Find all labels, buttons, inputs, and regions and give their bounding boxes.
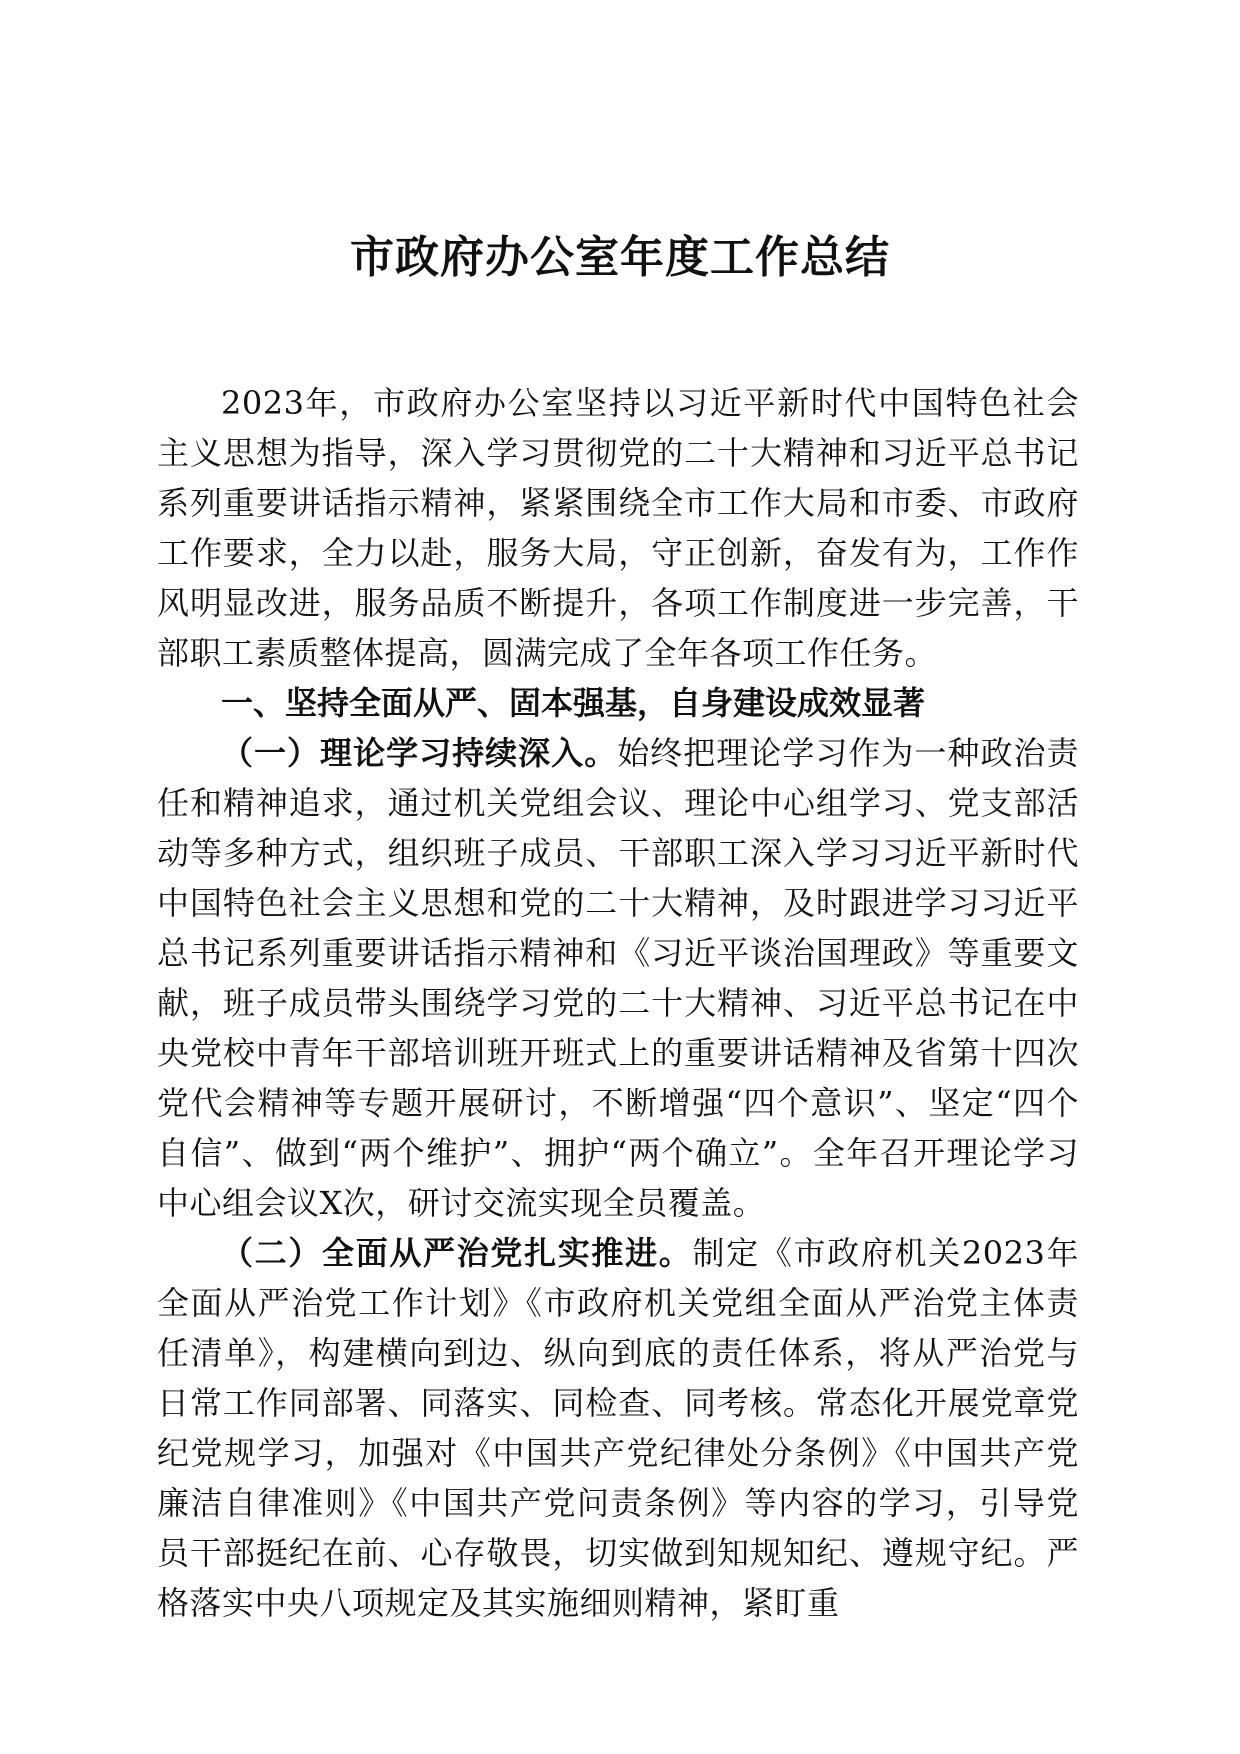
subsection-text: 制定《市政府机关2023年全面从严治党工作计划》《市政府机关党组全面从严治党主体责任清单》，构建横向到边、纵向到底的责任体系，将从严治党与日常工作同部署、同落实、同检查、同考核。常态化开展党章党纪党规学习，加强对《中国共产党纪律处分条例》《中国共产党廉洁自律准则》《中国共产党问责条例》等内容的学习，引导党员干部挺纪在前、心存敬畏，切实做到知规知纪、遵规守纪。严格落实中央八项规定及其实施细则精神，紧盯重 [157, 1234, 1079, 1622]
document-body [157, 378, 1079, 1628]
document-title: 市政府办公室年度工作总结 [350, 232, 890, 283]
subsection-lead: （二）全面从严治党扎实推进。 [221, 1234, 693, 1272]
subsection-paragraph [157, 728, 1079, 1228]
section-heading: 一、坚持全面从严、固本强基，自身建设成效显著 [221, 684, 926, 722]
subsection-text: 始终把理论学习作为一种政治责任和精神追求，通过机关党组会议、理论中心组学习、党支部活动等多种方式，组织班子成员、干部职工深入学习习近平新时代中国特色社会主义思想和党的二十大精神，及时跟进学习习近平总书记系列重要讲话指示精神和《习近平谈治国理政》等重要文献，班子成员带头围绕学习党的二十大精神、习近平总书记在中央党校中青年干部培训班开班式上的重要讲话精神及省第十四次党代会精神等专题开展研讨，不断增强“四个意识”、坚定“四个自信”、做到“两个维护”、拥护“两个确立”。全年召开理论学习中心组会议X次，研讨交流实现全员覆盖。 [157, 734, 1079, 1222]
intro-paragraph: 2023年，市政府办公室坚持以习近平新时代中国特色社会主义思想为指导，深入学习贯彻党的二十大精神和习近平总书记系列重要讲话指示精神，紧紧围绕全市工作大局和市委、市政府工作要求，全力以赴，服务大局，守正创新，奋发有为，工作作风明显改进，服务品质不断提升，各项工作制度进一步完善，干部职工素质整体提高，圆满完成了全年各项工作任务。 [157, 384, 1079, 672]
subsection-paragraph [157, 1228, 1079, 1628]
subsection-lead: （一）理论学习持续深入。 [221, 734, 618, 772]
